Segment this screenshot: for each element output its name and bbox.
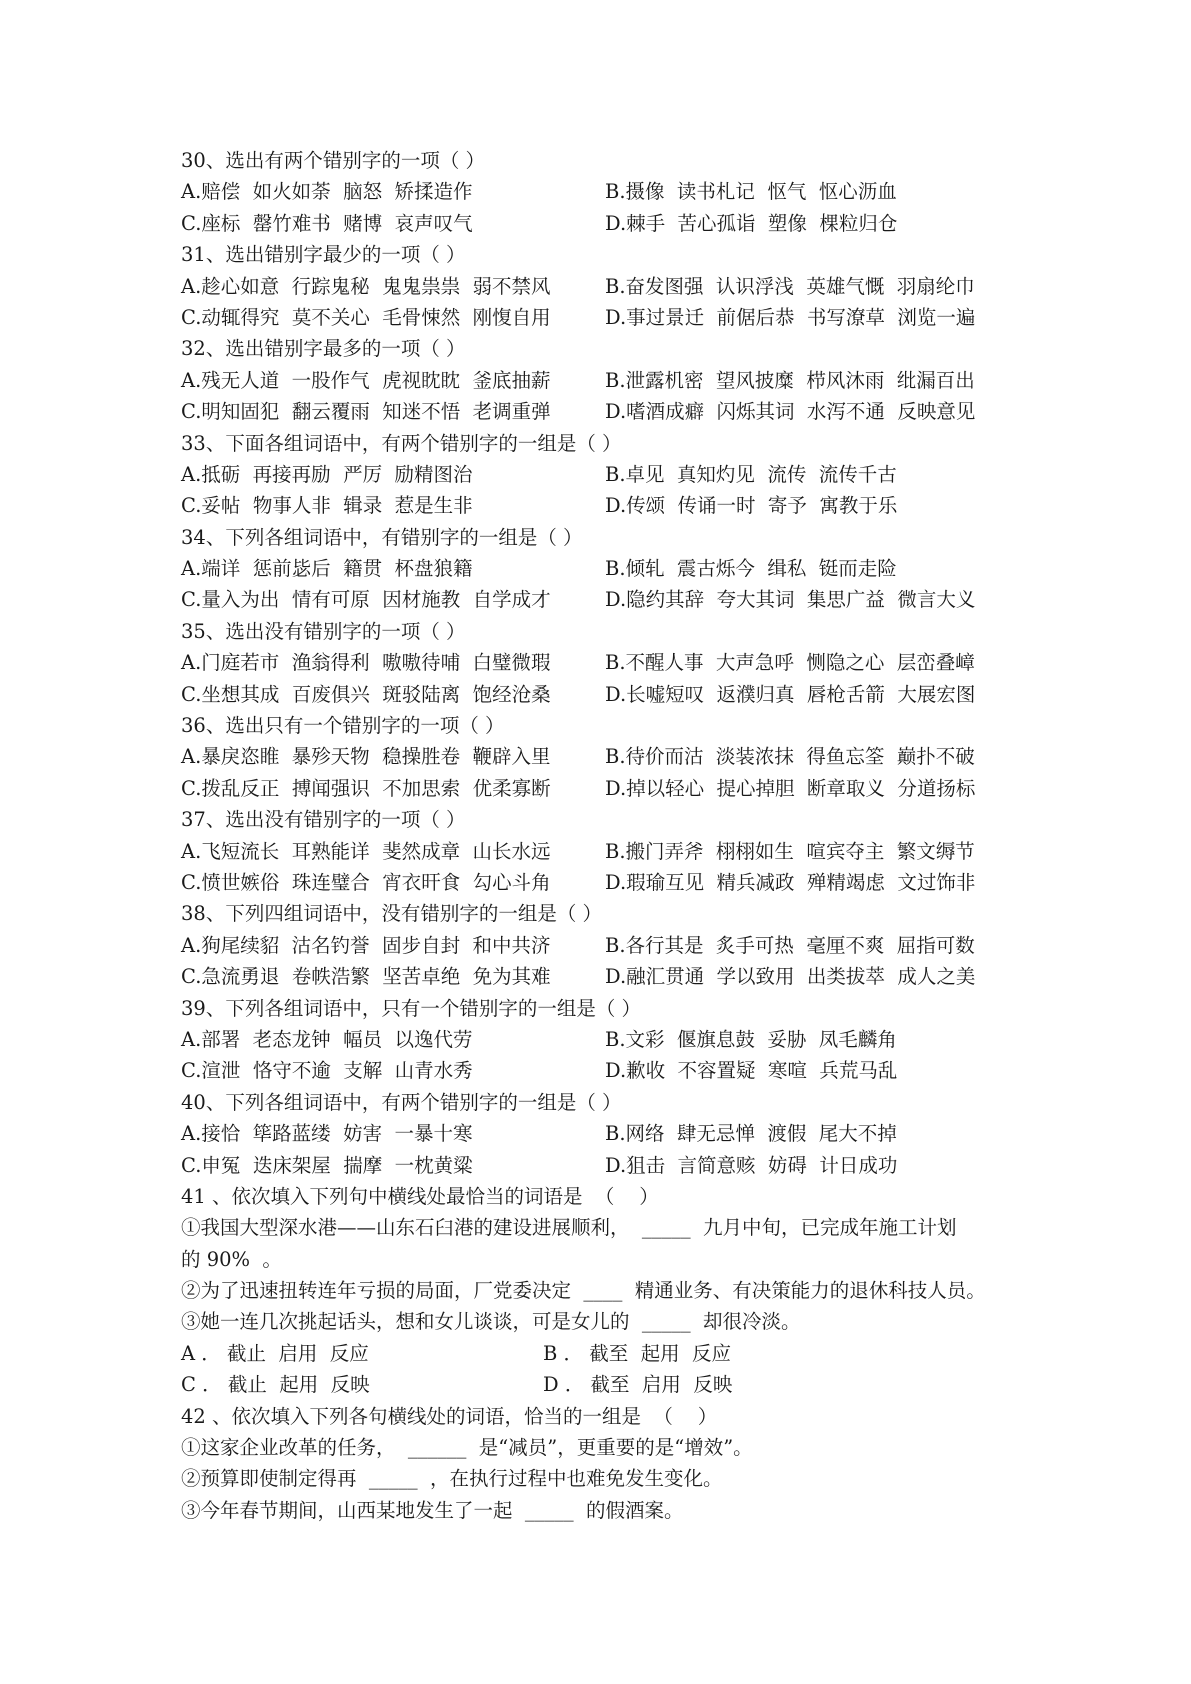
option-row xyxy=(181,302,1061,333)
option-c: C.拨乱反正 搏闻强识 不加思索 优柔寡断 xyxy=(181,776,551,800)
option-b: B.不醒人事 大声急呼 恻隐之心 层峦叠嶂 xyxy=(605,651,975,675)
option-d: D.歉收 不容置疑 寒喧 兵荒马乱 xyxy=(605,1059,898,1083)
option-row xyxy=(181,836,1061,867)
question-stem: 41 、依次填入下列句中横线处最恰当的词语是 （ ） xyxy=(181,1184,659,1208)
option-row xyxy=(181,1338,1061,1369)
question-stem: 38、下列四组词语中，没有错别字的一组是（ ） xyxy=(181,902,603,926)
option-a: A.狗尾续貂 沽名钓誉 固步自封 和中共济 xyxy=(181,933,551,957)
option-a: A.抵砺 再接再励 严厉 励精图治 xyxy=(181,462,473,486)
option-row xyxy=(181,553,1061,584)
option-c: C.量入为出 情有可原 因材施教 自学成才 xyxy=(181,588,551,612)
option-row xyxy=(181,1150,1061,1181)
option-c: C.申冤 迭床架屋 揣摩 一枕黄粱 xyxy=(181,1153,473,1177)
option-b: B.泄露机密 望风披糜 栉风沐雨 纰漏百出 xyxy=(605,368,975,392)
option-d: D.狙击 言简意赅 妨碍 计日成功 xyxy=(605,1153,898,1177)
option-row xyxy=(181,679,1061,710)
option-a: A ． 截止 启用 反应 xyxy=(181,1341,369,1365)
question-stem: 36、选出只有一个错别字的一项（ ） xyxy=(181,714,505,738)
option-row xyxy=(181,459,1061,490)
option-a: A.门庭若市 渔翁得利 嗷嗷待哺 白璧微瑕 xyxy=(181,651,551,675)
option-row xyxy=(181,584,1061,615)
option-row xyxy=(181,1055,1061,1086)
question-stem: 40、下列各组词语中，有两个错别字的一组是（ ） xyxy=(181,1090,622,1114)
option-row xyxy=(181,490,1061,521)
sentence-2: ②为了迅速扭转连年亏损的局面，厂党委决定 ____ 精通业务、有决策能力的退休科技人员。 xyxy=(181,1279,986,1303)
option-a: A.赔偿 如火如荼 脑怒 矫揉造作 xyxy=(181,180,473,204)
question-stem: 35、选出没有错别字的一项（ ） xyxy=(181,619,466,643)
option-row xyxy=(181,396,1061,427)
option-row xyxy=(181,1118,1061,1149)
option-row xyxy=(181,176,1061,207)
option-a: A.端详 惩前毖后 籍贯 杯盘狼籍 xyxy=(181,557,473,581)
option-row xyxy=(181,961,1061,992)
option-c: C.座标 罄竹难书 赌博 哀声叹气 xyxy=(181,211,473,235)
option-c: C.动辄得究 莫不关心 毛骨悚然 刚愎自用 xyxy=(181,305,551,329)
option-b: B.倾轧 震古烁今 缉私 铤而走险 xyxy=(605,557,897,581)
question-stem: 30、选出有两个错别字的一项（ ） xyxy=(181,149,486,172)
option-row xyxy=(181,1369,1061,1400)
option-d: D.长嘘短叹 返濮归真 唇枪舌箭 大展宏图 xyxy=(605,682,976,706)
option-row xyxy=(181,741,1061,772)
option-row xyxy=(181,930,1061,961)
option-a: A.飞短流长 耳熟能详 斐然成章 山长水远 xyxy=(181,839,551,863)
option-d: D.传颂 传诵一时 寄予 寓教于乐 xyxy=(605,494,898,518)
option-c: C.急流勇退 卷帙浩繁 坚苦卓绝 免为其难 xyxy=(181,965,551,989)
option-d: D.掉以轻心 提心掉胆 断章取义 分道扬标 xyxy=(605,776,976,800)
question-stem: 39、下列各组词语中，只有一个错别字的一组是（ ） xyxy=(181,996,642,1020)
question-stem: 42 、依次填入下列各句横线处的词语，恰当的一组是 （ ） xyxy=(181,1404,718,1428)
option-row xyxy=(181,271,1061,302)
option-row xyxy=(181,1024,1061,1055)
question-stem: 34、下列各组词语中，有错别字的一组是（ ） xyxy=(181,525,583,549)
option-b: B.各行其是 炙手可热 毫厘不爽 屈指可数 xyxy=(605,933,975,957)
option-b: B.待价而沽 淡装浓抹 得鱼忘筌 巅扑不破 xyxy=(605,745,975,769)
option-row xyxy=(181,867,1061,898)
option-a: A.残无人道 一股作气 虎视眈眈 釜底抽薪 xyxy=(181,368,551,392)
option-b: B.奋发图强 认识浮浅 英雄气慨 羽扇纶巾 xyxy=(605,274,975,298)
option-c: C ． 截止 起用 反映 xyxy=(181,1373,370,1397)
option-d: D.瑕瑜互见 精兵减政 殚精竭虑 文过饰非 xyxy=(605,870,976,894)
option-d: D.事过景迁 前倨后恭 书写潦草 浏览一遍 xyxy=(605,305,976,329)
question-stem: 37、选出没有错别字的一项（ ） xyxy=(181,808,466,832)
option-row xyxy=(181,773,1061,804)
question-stem: 32、选出错别字最多的一项（ ） xyxy=(181,337,466,361)
sentence-1: ①我国大型深水港——山东石臼港的建设进展顺利， _____ 九月中旬，已完成年施工计划 xyxy=(181,1216,957,1240)
option-a: A.趁心如意 行踪鬼秘 鬼鬼祟祟 弱不禁风 xyxy=(181,274,551,298)
sentence-1-continued: 的 90% 。 xyxy=(181,1247,282,1271)
option-b: B.网络 肆无忌惮 渡假 尾大不掉 xyxy=(605,1122,897,1146)
option-b: B.文彩 偃旗息鼓 妥胁 凤毛麟角 xyxy=(605,1027,897,1051)
option-c: C.愤世嫉俗 珠连璧合 宵衣旰食 勾心斗角 xyxy=(181,870,551,894)
option-d: D ． 截至 启用 反映 xyxy=(543,1373,733,1397)
sentence-2: ②预算即使制定得再 _____ ，在执行过程中也难免发生变化。 xyxy=(181,1467,723,1491)
option-c: C.明知固犯 翻云覆雨 知迷不悟 老调重弹 xyxy=(181,400,551,424)
option-row xyxy=(181,365,1061,396)
option-c: C.渲泄 恪守不逾 支解 山青水秀 xyxy=(181,1059,473,1083)
option-b: B.摄像 读书札记 怄气 怄心沥血 xyxy=(605,180,897,204)
option-c: C.妥帖 物事人非 辑录 惹是生非 xyxy=(181,494,473,518)
option-d: D.隐约其辞 夸大其词 集思广益 微言大义 xyxy=(605,588,976,612)
option-d: D.融汇贯通 学以致用 出类拔萃 成人之美 xyxy=(605,965,976,989)
option-d: D.嗜酒成癖 闪烁其词 水泻不通 反映意见 xyxy=(605,400,976,424)
sentence-1: ①这家企业改革的任务， ______ 是“减员”，更重要的是“增效”。 xyxy=(181,1436,753,1460)
option-a: A.接恰 筚路蓝缕 妨害 一暴十寒 xyxy=(181,1122,473,1146)
sentence-3: ③今年春节期间，山西某地发生了一起 _____ 的假酒案。 xyxy=(181,1498,684,1522)
option-b: B ． 截至 起用 反应 xyxy=(543,1341,732,1365)
option-b: B.卓见 真知灼见 流传 流传千古 xyxy=(605,462,897,486)
option-row xyxy=(181,647,1061,678)
question-stem: 31、选出错别字最少的一项（ ） xyxy=(181,243,466,267)
question-stem: 33、下面各组词语中，有两个错别字的一组是（ ） xyxy=(181,431,622,455)
option-d: D.棘手 苦心孤诣 塑像 棵粒归仓 xyxy=(605,211,898,235)
sentence-3: ③她一连几次挑起话头，想和女儿谈谈，可是女儿的 _____ 却很冷淡。 xyxy=(181,1310,801,1334)
option-b: B.搬门弄斧 栩栩如生 喧宾夺主 繁文缛节 xyxy=(605,839,975,863)
option-a: A.部署 老态龙钟 幅员 以逸代劳 xyxy=(181,1027,473,1051)
option-row xyxy=(181,208,1061,239)
option-c: C.坐想其成 百废俱兴 斑驳陆离 饱经沧桑 xyxy=(181,682,551,706)
document-page xyxy=(181,145,1061,1526)
option-a: A.暴戾恣睢 暴殄天物 稳操胜卷 鞭辟入里 xyxy=(181,745,551,769)
